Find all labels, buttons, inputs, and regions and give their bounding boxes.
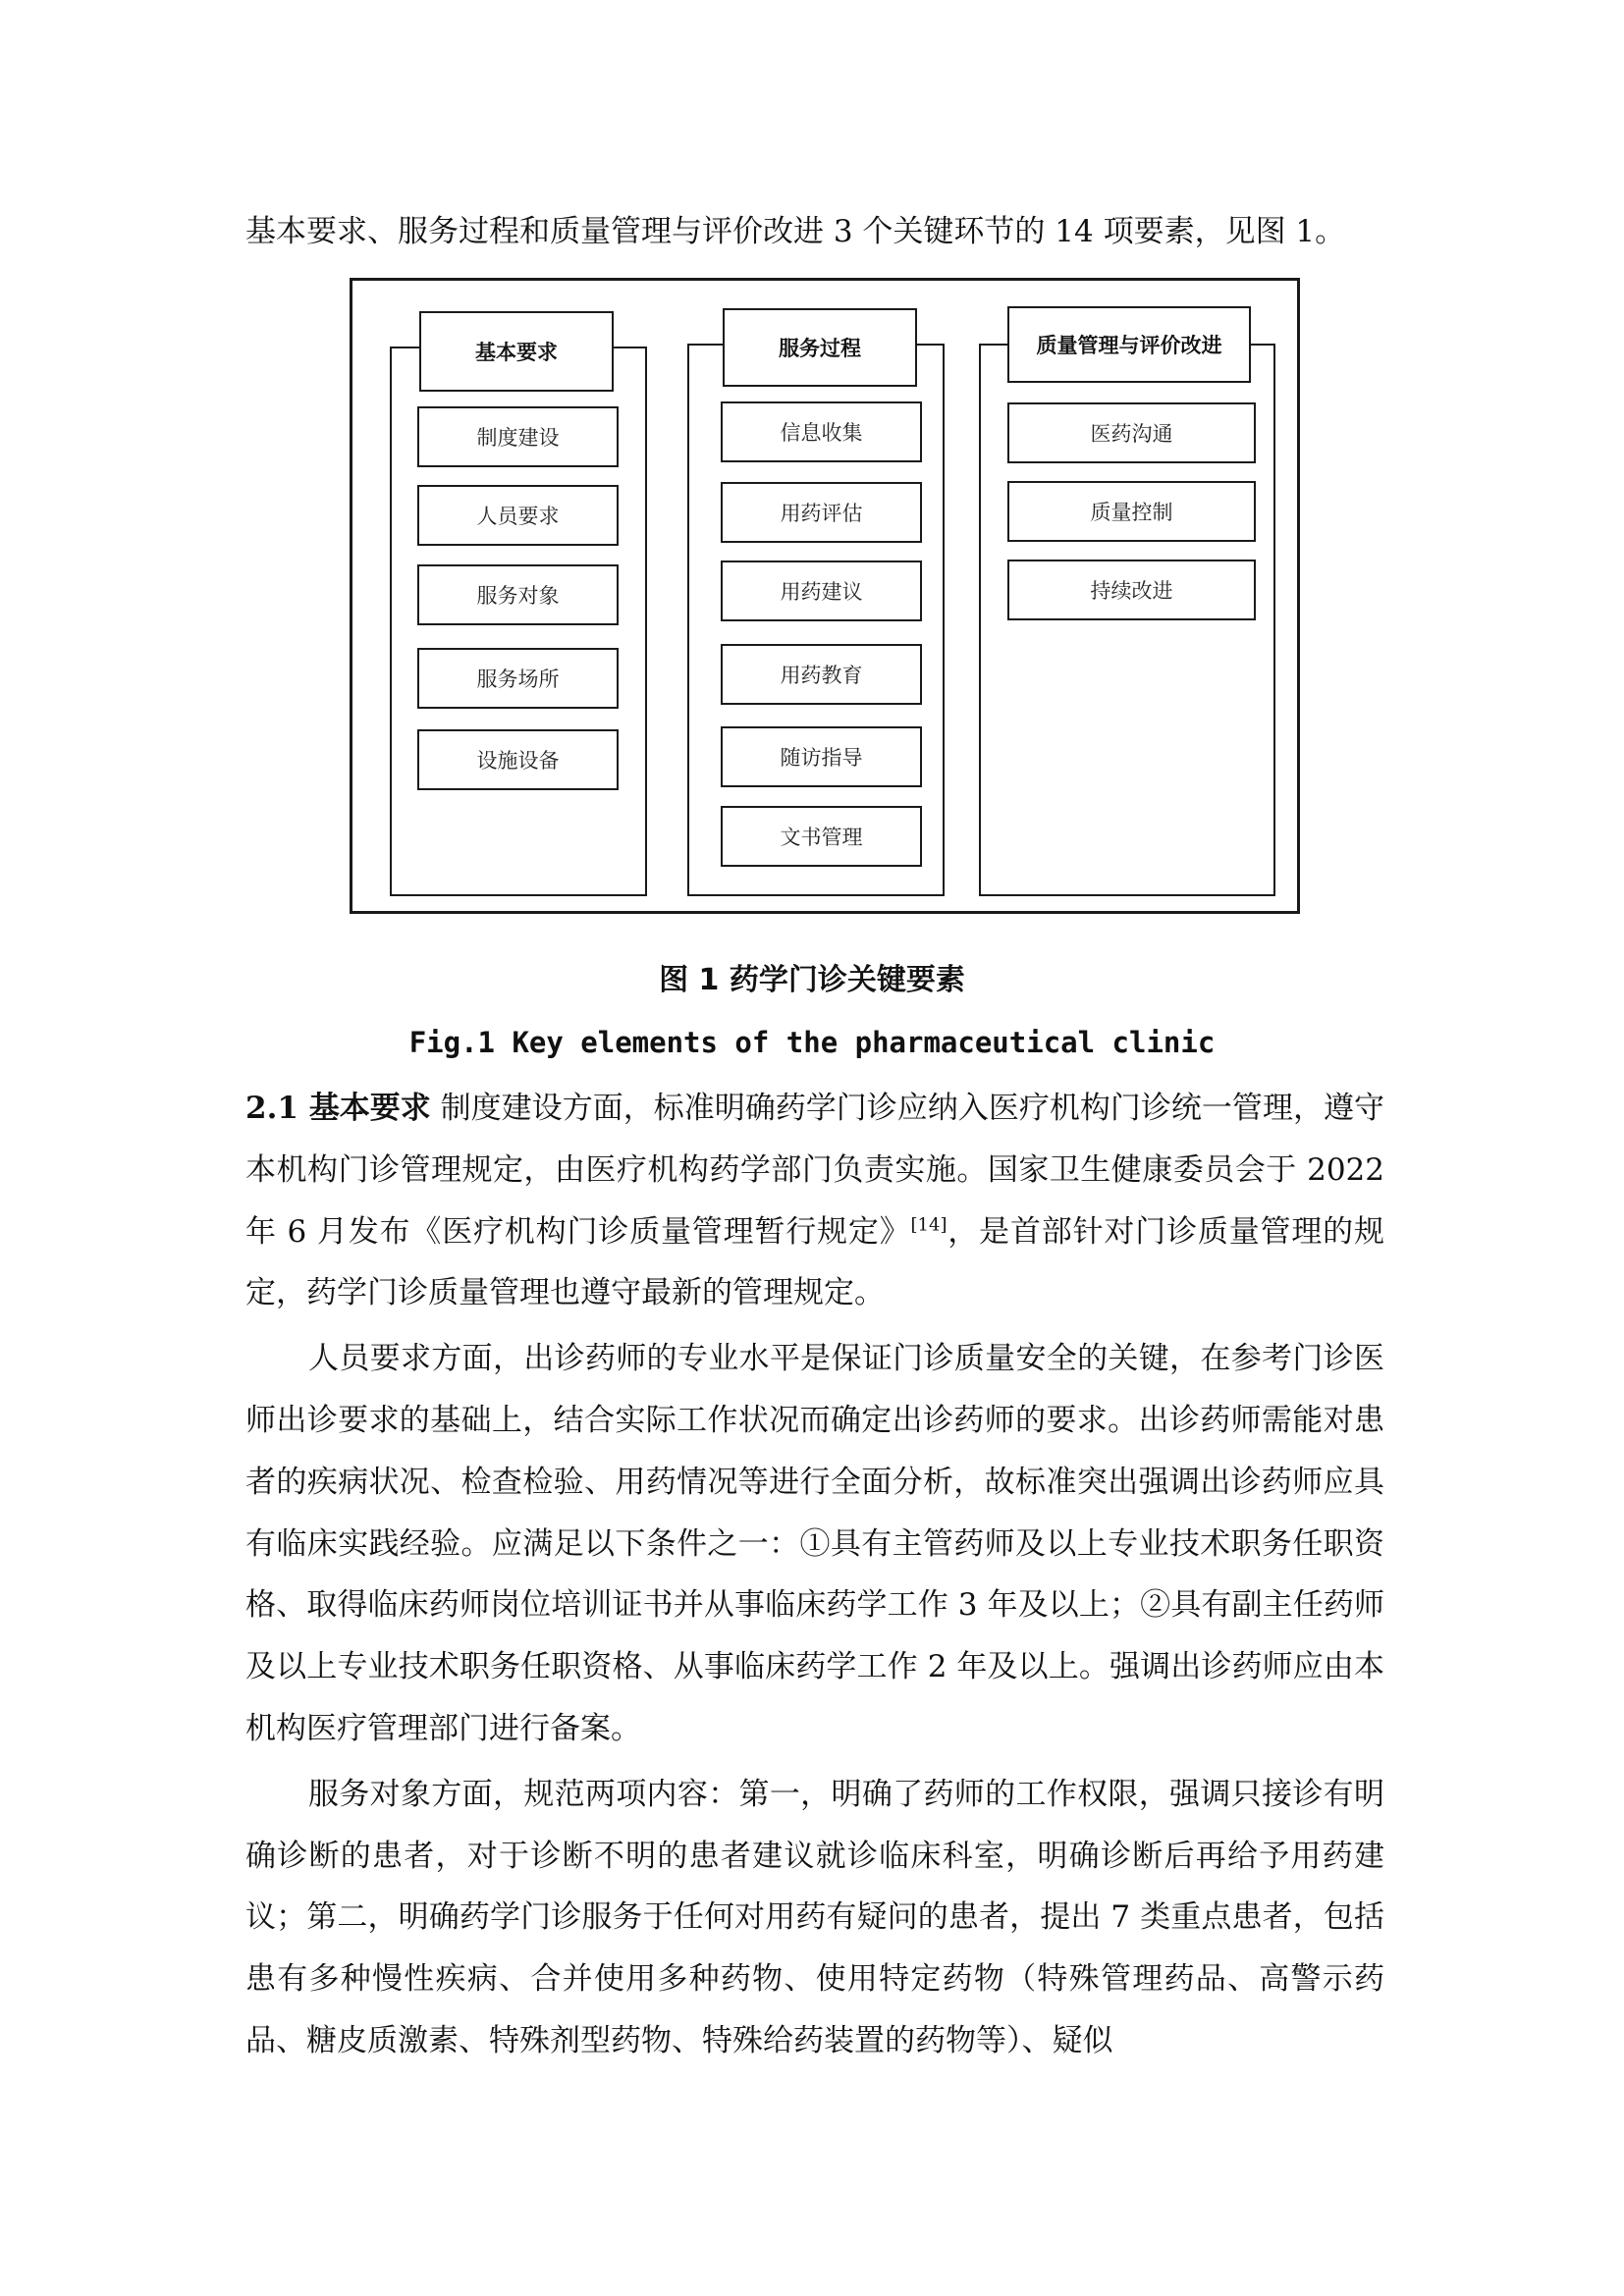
figure-caption-cn: 图 1 药学门诊关键要素 xyxy=(659,963,965,997)
item-personnel-requirements: 人员要求 xyxy=(417,485,619,546)
paragraph-2: 人员要求方面，出诊药师的专业水平是保证门诊质量安全的关键，在参考门诊医师出诊要求的基础上，结合实际工作状况而确定出诊药师的要求。出诊药师需能对患者的疾病状况、检查检验、用药情况等进行全面分析，故标准突出强调出诊药师应具有临床实践经验。应满足以下条件之一：①具有主管药师及以上专业技术职务任职资格、取得临床药师岗位培训证书并从事临床药学工作 3 年及以上；②具有副主任药师及以上专业技术职务任职资格、从事临床药学工作 2 年及以上。强调出诊药师应由本机构医疗管理部门进行备案。 xyxy=(245,1341,1384,1746)
figure-frame xyxy=(350,278,1300,914)
item-system-construction: 制度建设 xyxy=(417,406,619,467)
item-information-collection: 信息收集 xyxy=(721,401,922,462)
intro-text: 基本要求、服务过程和质量管理与评价改进 3 个关键环节的 14 项要素，见图 1。 xyxy=(245,214,1346,249)
item-medication-advice: 用药建议 xyxy=(721,561,922,621)
paragraph-1 xyxy=(245,1078,1384,1324)
item-pharma-communication: 医药沟通 xyxy=(1007,402,1256,463)
item-medication-assessment: 用药评估 xyxy=(721,482,922,543)
item-document-management: 文书管理 xyxy=(721,806,922,867)
paragraph-1-pre: 制度建设方面，标准明确药学门诊应纳入医疗机构门诊统一管理，遵守本机构门诊管理规定，由医疗机构药学部门负责实施。国家卫生健康委员会于 2022 年 6 月发布《医疗机构门诊质量管理暂行规定》 xyxy=(245,1091,1384,1250)
paragraph-3: 服务对象方面，规范两项内容：第一，明确了药师的工作权限，强调只接诊有明确诊断的患者，对于诊断不明的患者建议就诊临床科室，明确诊断后再给予用药建议；第二，明确药学门诊服务于任何对用药有疑问的患者，提出 7 类重点患者，包括患有多种慢性疾病、合并使用多种药物、使用特定药物（特殊管理药品、高警示药品、糖皮质激素、特殊剂型药物、特殊给药装置的药物等）、疑似 xyxy=(245,1776,1384,2058)
body-text xyxy=(245,1078,1384,2072)
item-quality-control: 质量控制 xyxy=(1007,481,1256,542)
citation-ref: [14] xyxy=(910,1214,947,1236)
figure-caption-en: Fig.1 Key elements of the pharmaceutical clinic xyxy=(408,1026,1216,1059)
item-service-objects: 服务对象 xyxy=(417,564,619,625)
item-medication-education: 用药教育 xyxy=(721,644,922,705)
column-header-quality-management: 质量管理与评价改进 xyxy=(1007,306,1251,383)
column-header-basic-requirements: 基本要求 xyxy=(419,311,614,392)
item-service-place: 服务场所 xyxy=(417,648,619,709)
item-follow-up-guidance: 随访指导 xyxy=(721,726,922,787)
paragraph-1-post: ，是首部针对门诊质量管理的规定，药学门诊质量管理也遵守最新的管理规定。 xyxy=(245,1213,1384,1311)
column-header-service-process: 服务过程 xyxy=(723,308,917,387)
item-facilities-equipment: 设施设备 xyxy=(417,729,619,790)
item-continuous-improvement: 持续改进 xyxy=(1007,560,1256,620)
section-heading: 2.1 基本要求 xyxy=(245,1091,431,1126)
